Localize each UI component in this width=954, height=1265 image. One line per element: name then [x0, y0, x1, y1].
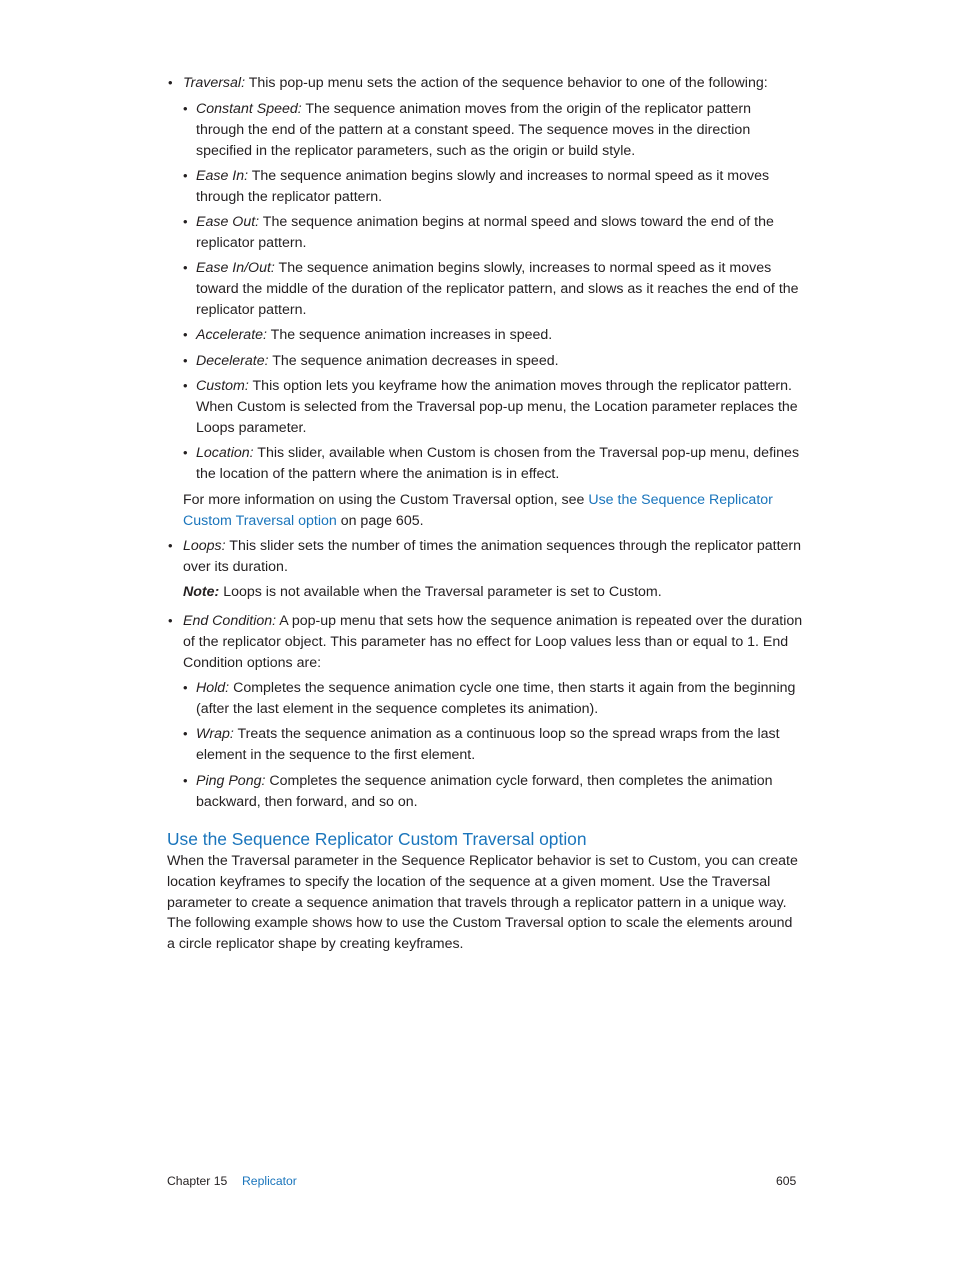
bullet: • — [183, 680, 188, 695]
page-number: 605 — [776, 1174, 797, 1188]
term: Custom: — [196, 378, 249, 394]
list-item-hold — [196, 678, 800, 720]
bullet: • — [168, 613, 173, 628]
term: Wrap: — [196, 726, 234, 742]
list-item-decelerate — [196, 351, 800, 372]
description: This slider, available when Custom is chosen from the Traversal pop-up menu, defines the location of the pattern where the animation is in effect. — [196, 445, 800, 482]
description: Completes the sequence animation cycle forward, then completes the animation backward, then forward, and so on. — [196, 773, 773, 810]
list-item-end-condition — [183, 611, 803, 673]
description: The sequence animation begins slowly, increases to normal speed as it moves toward the middle of the duration of the replicator pattern, and slows as it reaches the end of the replicator pattern. — [196, 260, 799, 318]
term: Location: — [196, 445, 254, 461]
term: Hold: — [196, 680, 230, 696]
more-info-suffix: on page 605. — [336, 512, 424, 529]
description: Treats the sequence animation as a continuous loop so the spread wraps from the last element in the sequence to the first element. — [196, 726, 780, 763]
list-item-ping-pong — [196, 771, 800, 813]
description: This slider sets the number of times the animation sequences through the replicator pattern over its duration. — [183, 538, 802, 575]
bullet: • — [183, 168, 188, 183]
list-item-ease-in-out — [196, 258, 800, 320]
term: Decelerate: — [196, 353, 269, 369]
list-item-ease-out — [196, 212, 800, 254]
bullet: • — [183, 378, 188, 393]
term-traversal: Traversal: — [183, 75, 246, 91]
description: The sequence animation begins at normal speed and slows toward the end of the replicator pattern. — [196, 214, 774, 251]
bullet: • — [183, 327, 188, 342]
description: The sequence animation decreases in speed. — [268, 353, 559, 369]
description: The sequence animation begins slowly and increases to normal speed as it moves through the replicator pattern. — [196, 168, 770, 205]
bullet: • — [183, 773, 188, 788]
bullet: • — [183, 214, 188, 229]
description: Completes the sequence animation cycle one time, then starts it again from the beginning (after the last element in the sequence completes its animation). — [196, 680, 796, 717]
term: Accelerate: — [196, 327, 267, 343]
custom-traversal-link[interactable]: Use the Sequence Replicator Custom Traversal option — [183, 492, 773, 529]
term: Ease In: — [196, 168, 249, 184]
term: Ease In/Out: — [196, 260, 275, 276]
description: A pop-up menu that sets how the sequence animation is repeated over the duration of the replicator object. This parameter has no effect for Loop values less than or equal to 1. End Condition options are: — [183, 613, 803, 671]
bullet: • — [168, 75, 173, 90]
note — [183, 582, 803, 603]
term: Ping Pong: — [196, 773, 266, 789]
list-item-custom — [196, 376, 800, 438]
note-label: Note: — [183, 584, 220, 600]
list-item-loops — [183, 536, 803, 578]
bullet: • — [183, 445, 188, 460]
term: Ease Out: — [196, 214, 260, 230]
term: Loops: — [183, 538, 226, 554]
description: This option lets you keyframe how the animation moves through the replicator pattern. When Custom is selected from the Traversal pop-up menu, the Location parameter replaces the Loops parameter. — [196, 378, 798, 436]
bullet: • — [183, 353, 188, 368]
more-info-paragraph — [183, 490, 803, 532]
more-info-text: For more information on using the Custom Traversal option, see — [183, 492, 589, 508]
list-item-wrap — [196, 724, 800, 766]
bullet: • — [183, 726, 188, 741]
footer-chapter-link[interactable]: Replicator — [242, 1174, 297, 1188]
description: The sequence animation increases in speed. — [266, 327, 553, 343]
list-item-traversal — [183, 73, 803, 94]
list-item-constant-speed — [196, 99, 800, 161]
section-heading: Use the Sequence Replicator Custom Traversal option — [167, 829, 587, 849]
list-item-location — [196, 443, 800, 485]
note-text: Loops is not available when the Traversal parameter is set to Custom. — [219, 584, 662, 600]
bullet: • — [168, 538, 173, 553]
term: Constant Speed: — [196, 101, 302, 117]
bullet: • — [183, 260, 188, 275]
list-item-accelerate — [196, 325, 800, 346]
bullet: • — [183, 101, 188, 116]
term: End Condition: — [183, 613, 277, 629]
section-paragraph: When the Traversal parameter in the Sequence Replicator behavior is set to Custom, you can create location keyframes to specify the location of the sequence at a given moment. Use the Traversal parameter to create a sequence animation that travels through a replicator pattern in a unique way. The following example shows how to use the Custom Traversal option to scale the elements around a circle replicator shape by creating keyframes. — [167, 853, 798, 953]
list-item-ease-in — [196, 166, 800, 208]
description: This pop-up menu sets the action of the sequence behavior to one of the following: — [245, 75, 768, 91]
description: The sequence animation moves from the origin of the replicator pattern through the end of the pattern at a constant speed. The sequence moves in the direction specified in the replicator parameters, such as the origin or build style. — [196, 101, 751, 159]
footer-chapter: Chapter 15 — [167, 1174, 228, 1188]
